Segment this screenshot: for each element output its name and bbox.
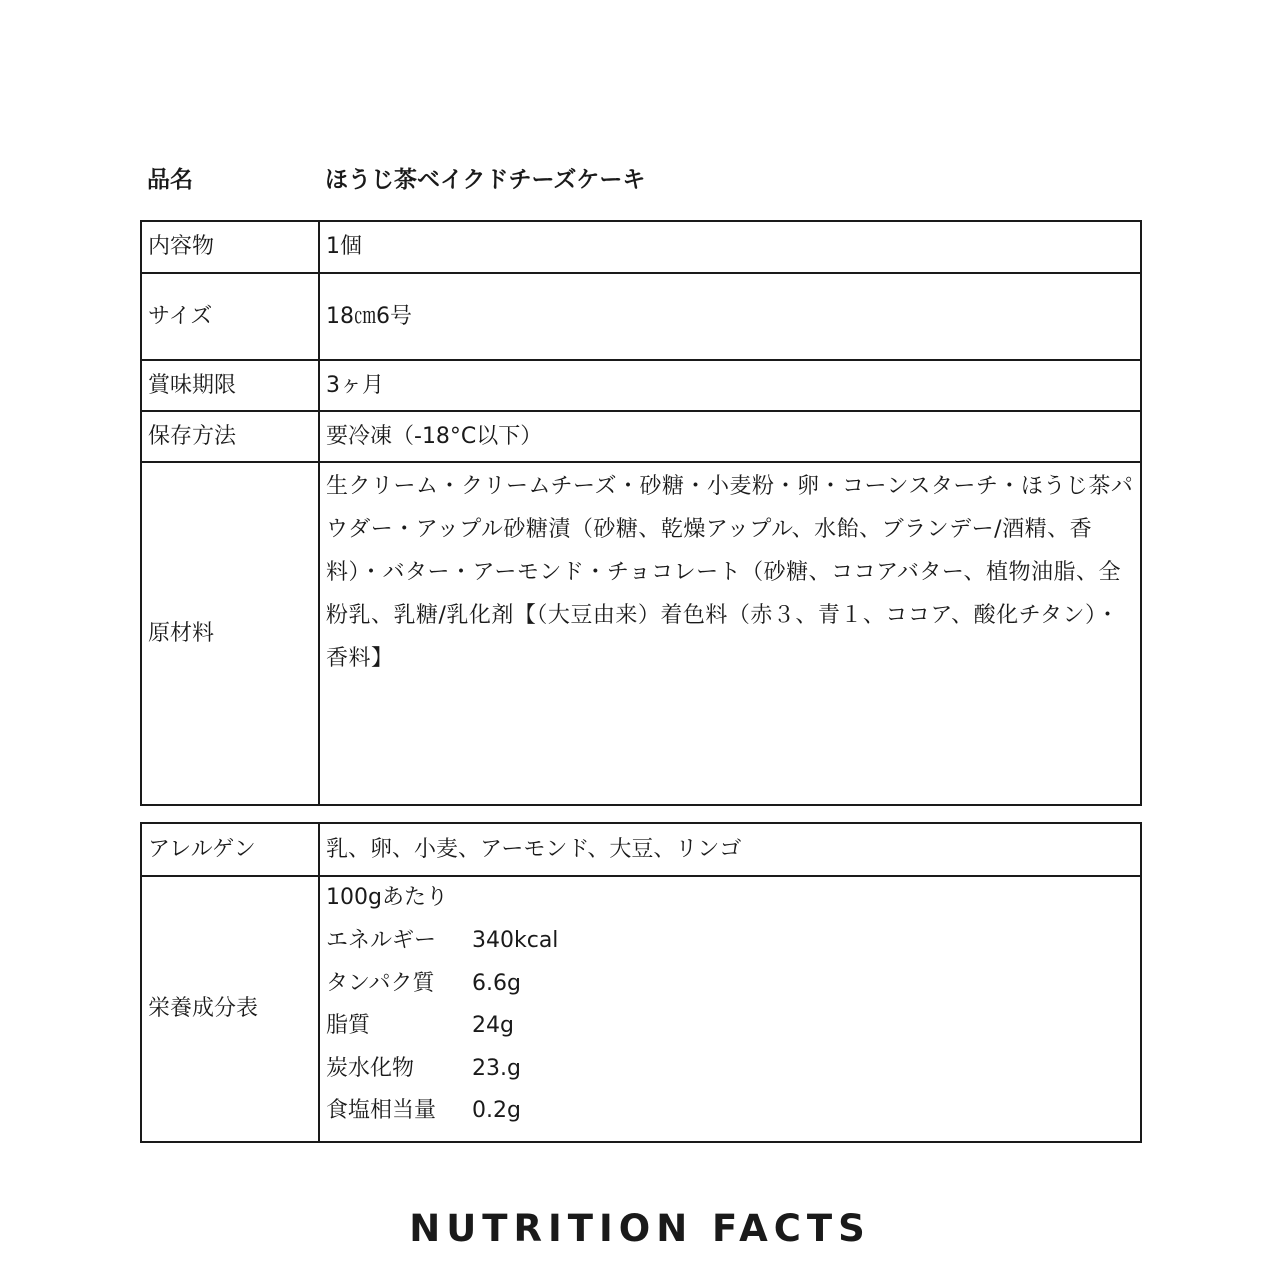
product-name-header [147,162,1137,198]
allergen-value: 乳、卵、小麦、アーモンド、大豆、リンゴ [319,823,1141,876]
nutrient-value: 23.g [472,1055,521,1081]
spec-value: 3ヶ月 [319,360,1141,411]
nutrition-item-fat [326,1005,1134,1048]
spec-row-ingredients [141,462,1141,805]
spec-label: 原材料 [141,462,319,805]
spec-row-expiry [141,360,1141,411]
nutrition-item-protein [326,963,1134,1006]
spec-value: 1個 [319,221,1141,273]
nutrient-value: 0.2g [472,1098,521,1123]
nutrition-item-carbohydrate [326,1048,1134,1091]
nutrient-name: エネルギー [326,928,437,953]
nutrient-name: 食塩相当量 [326,1098,437,1123]
nutrient-value: 24g [472,1013,514,1038]
nutrition-label: 栄養成分表 [141,876,319,1142]
nutrient-value: 340kcal [472,928,559,953]
spec-row-storage [141,411,1141,462]
allergen-nutrition-table [140,822,1142,1143]
nutrient-name: 脂質 [326,1013,371,1038]
spec-label: 保存方法 [141,411,319,462]
nutrition-basis: 100gあたり [326,885,448,910]
nutrient-name: タンパク質 [326,970,435,996]
allergen-row [141,823,1141,876]
product-spec-table [140,220,1142,806]
nutrient-name: 炭水化物 [326,1055,415,1081]
nutrition-item-salt [326,1090,1134,1133]
product-name-label: 品名 [147,167,193,193]
nutrient-value: 6.6g [472,970,521,996]
ingredients-text: 生クリーム・クリームチーズ・砂糖・小麦粉・卵・コーンスターチ・ほうじ茶パウダー・アップル砂糖漬（砂糖、乾燥アップル、水飴、ブランデー/酒精、香料）・バター・アーモンド・チョコレート（砂糖、ココアバター、植物油脂、全粉乳、乳糖/乳化剤【（大豆由来）着色料（赤３、青１、ココア、酸化チタン）・香料】 [319,462,1141,805]
product-name-value: ほうじ茶ベイクドチーズケーキ [325,167,646,193]
nutrition-row [141,876,1141,1142]
nutrition-item-energy [326,920,1134,963]
spec-row-size [141,273,1141,360]
spec-value: 18㎝6号 [319,273,1141,360]
spec-value: 要冷凍（-18°C以下） [319,411,1141,462]
nutrition-facts-title: NUTRITION FACTS [409,1207,871,1250]
allergen-label: アレルゲン [141,823,319,876]
spec-label: 賞味期限 [141,360,319,411]
spec-label: サイズ [141,273,319,360]
nutrition-facts [319,876,1141,1142]
spec-row-contents [141,221,1141,273]
spec-label: 内容物 [141,221,319,273]
